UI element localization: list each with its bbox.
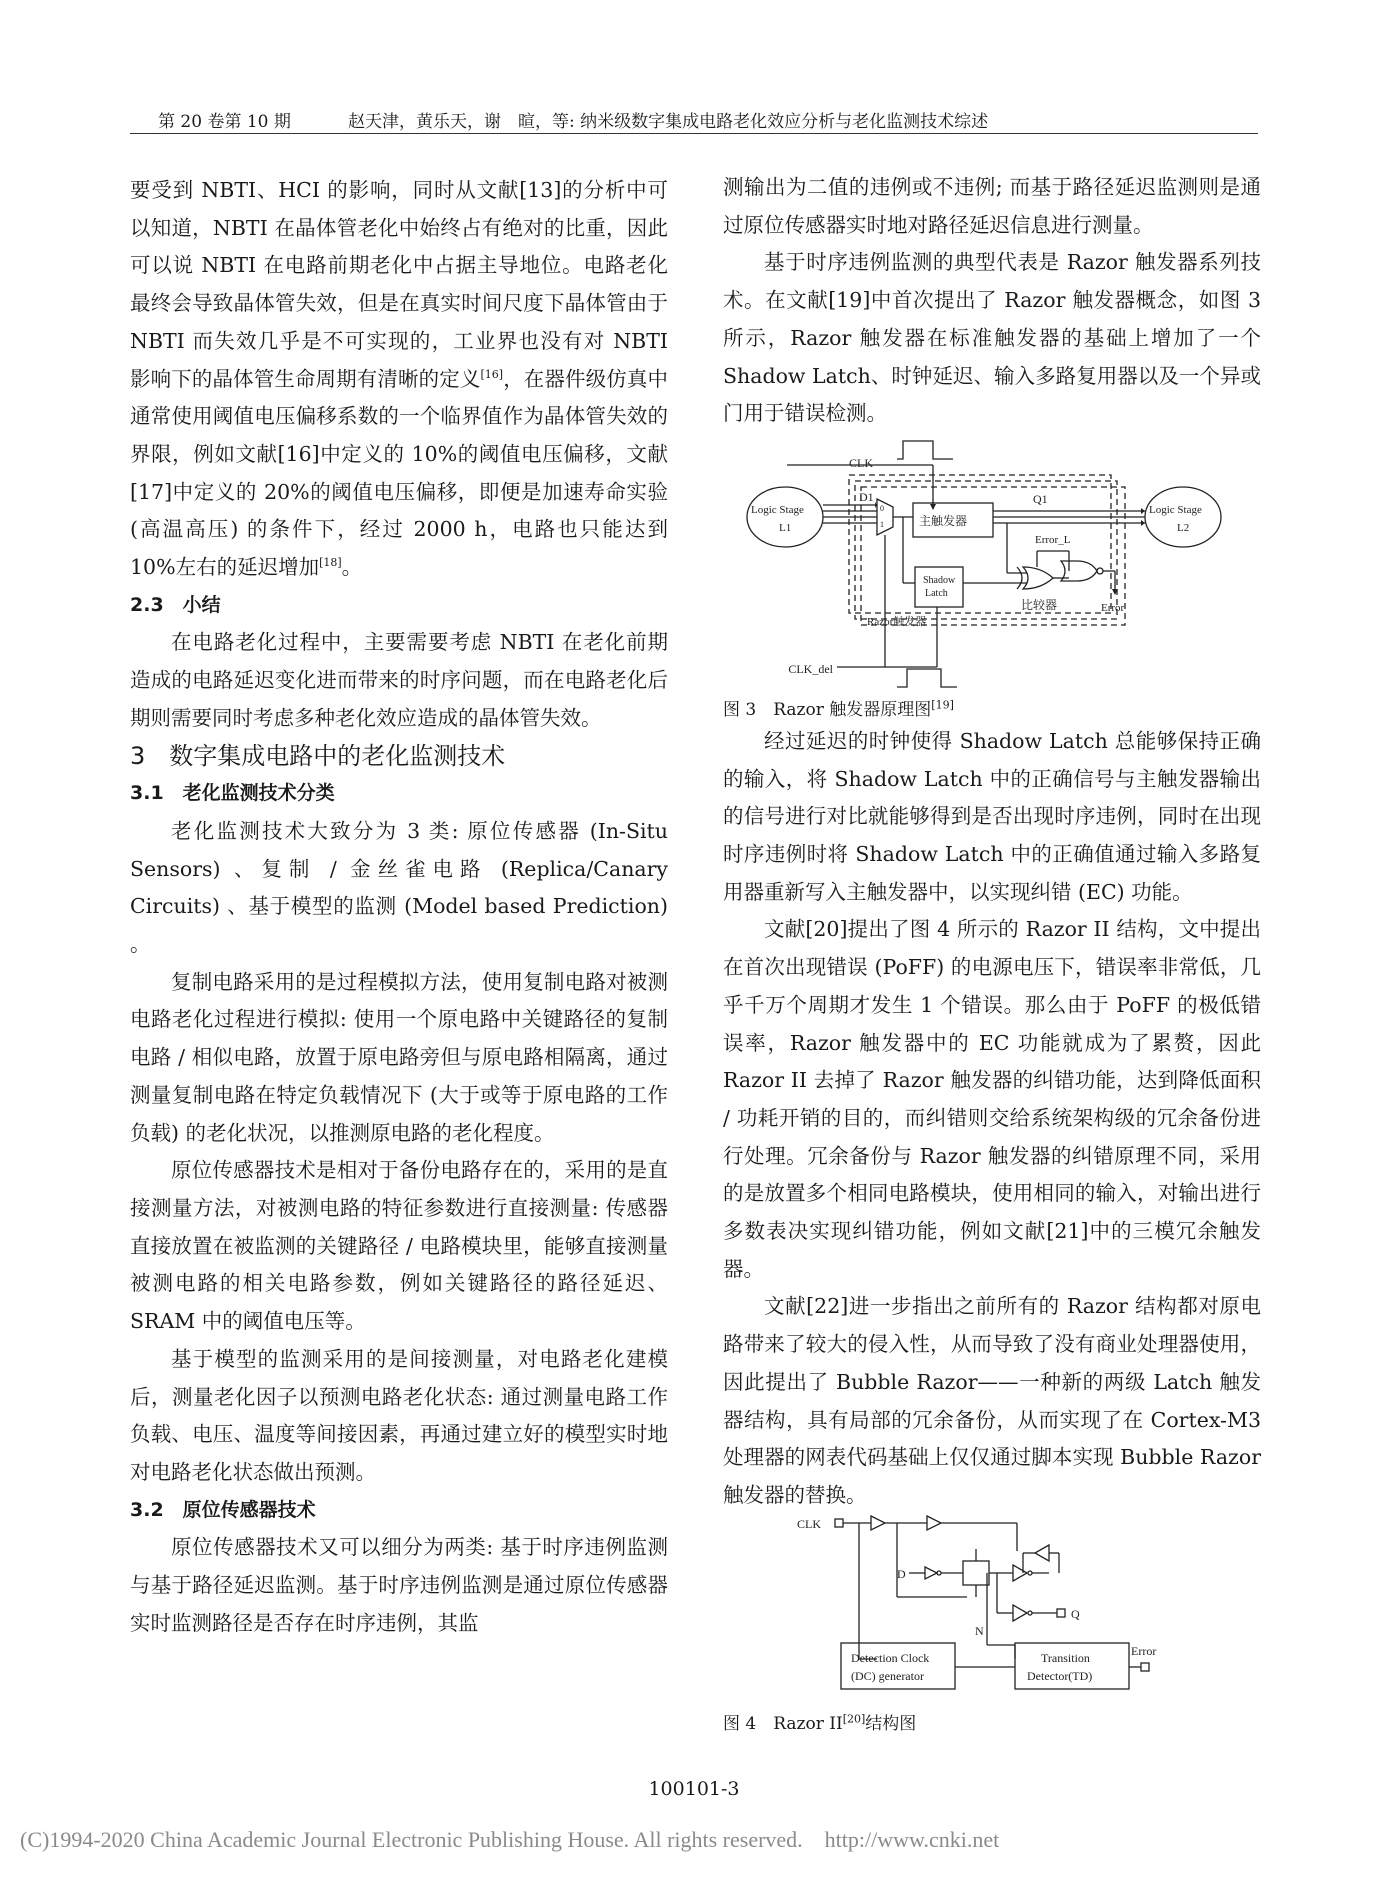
fig4-td-label-b: Detector(TD) (1027, 1668, 1093, 1683)
paragraph: 经过延迟的时钟使得 Shadow Latch 总能够保持正确的输入，将 Shadow Latch 中的正确信号与主触发器输出的信号进行对比就能够得到是否出现时序违例，同时在出现时序违例时将 Shadow Latch 中的正确值通过输入多路复用器重新写入主触发器中，以实现纠错 (EC) 功能。 (723, 728, 1261, 904)
running-header (130, 101, 1258, 134)
fig3-error-label: Error (1101, 601, 1125, 614)
fig3-error-l-label: Error_L (1035, 533, 1071, 546)
fig4-dc-label-b: (DC) generator (851, 1668, 924, 1683)
fig3-stage1-id: L1 (779, 521, 792, 534)
fig3-comparator-label: 比较器 (1021, 597, 1058, 612)
fig3-clk-label: CLK (849, 455, 873, 470)
paragraph: 原位传感器技术是相对于备份电路存在的，采用的是直接测量方法，对被测电路的特征参数进行直接测量: 传感器直接放置在被监测的关键路径 / 电路模块里，能够直接测量被测电路的相关电路参数，例如关键路径的路径延迟、SRAM 中的阈值电压等。 (130, 1158, 668, 1334)
fig3-mux1-label: 1 (880, 519, 884, 529)
fig3-stage2-label: Logic Stage (1149, 503, 1202, 516)
fig4-dc-label-a: Detection Clock (851, 1650, 930, 1665)
figure-3-razor-schematic (737, 433, 1247, 697)
fig3-q1-label: Q1 (1033, 491, 1048, 506)
subsection-heading: 3.2 原位传感器技术 (130, 1498, 316, 1521)
fig3-shadow-label: Shadow (923, 574, 956, 586)
fig4-q-label: Q (1071, 1606, 1080, 1621)
paragraph: 复制电路采用的是过程模拟方法，使用复制电路对被测电路老化过程进行模拟: 使用一个原电路中关键路径的复制电路 / 相似电路，放置于原电路旁但与原电路相隔离，通过测量复制电路在特定负载情况下 (大于或等于原电路的工作负载) 的老化状况，以推测原电路的老化程度。 (130, 969, 668, 1145)
figure-4-razor-ii-schematic (787, 1515, 1197, 1711)
fig3-stage2-id: L2 (1177, 521, 1190, 534)
paragraph: 原位传感器技术又可以细分为两类: 基于时序违例监测与基于路径延迟监测。基于时序违例监测是通过原位传感器实时监测路径是否存在时序违例，其监 (130, 1535, 668, 1635)
figure-4-caption: 图 4 Razor II[20]结构图 (723, 1712, 917, 1734)
left-column (130, 172, 668, 1642)
paragraph: 基于时序违例监测的典型代表是 Razor 触发器系列技术。在文献[19]中首次提出了 Razor 触发器概念，如图 3 所示，Razor 触发器在标准触发器的基础上增加了一个 Shadow Latch、时钟延迟、输入多路复用器以及一个异或门用于错误检测。 (723, 250, 1261, 426)
fig3-stage1-label: Logic Stage (751, 503, 804, 516)
fig3-d1-label: D1 (859, 489, 874, 504)
journal-issue: 第 20 卷第 10 期 (158, 112, 291, 132)
fig3-razor-ff-label: Razor触发器 (867, 615, 927, 628)
article-authors-title: 赵天津，黄乐天，谢 暄，等: 纳米级数字集成电路老化效应分析与老化监测技术综述 (348, 112, 989, 132)
fig3-clk-del-label: CLK_del (788, 661, 833, 676)
paragraph: 要受到 NBTI、HCI 的影响，同时从文献[13]的分析中可以知道，NBTI 在晶体管老化中始终占有绝对的比重，因此可以说 NBTI 在电路前期老化中占据主导地位。电路老化最终会导致晶体管失效，但是在真实时间尺度下晶体管由于 NBTI 而失效几乎是不可实现的，工业界也没有对 NBTI 影响下的晶体管生命周期有清晰的定义[16]，在器件级仿真中通常使用阈值电压偏移系数的一个临界值作为晶体管失效的界限，例如文献[16]中定义的 10%的阈值电压偏移，文献[17]中定义的 20%的阈值电压偏移，即便是加速寿命实验(高温高压) 的条件下，经过 2000 h，电路也只能达到 10%左右的延迟增加[18]。 (130, 178, 669, 580)
paragraph: 文献[20]提出了图 4 所示的 Razor II 结构，文中提出在首次出现错误 (PoFF) 的电源电压下，错误率非常低，几乎千万个周期才发生 1 个错误。那么由于 PoFF 的极低错误率，Razor 触发器中的 EC 功能就成为了累赘，因此 Razor II 去掉了 Razor 触发器的纠错功能，达到降低面积 / 功耗开销的目的，而纠错则交给系统架构级的冗余备份进行处理。冗余备份与 Razor 触发器的纠错原理不同，采用的是放置多个相同电路模块，使用相同的输入，对输出进行多数表决实现纠错功能，例如文献[21]中的三模冗余触发器。 (723, 917, 1261, 1281)
paragraph: 老化监测技术大致分为 3 类: 原位传感器 (In-Situ Sensors) 、复制 / 金丝雀电路 (Replica/Canary Circuits) 、基于模型的监测 (Model based Prediction) 。 (130, 818, 668, 957)
paragraph: 基于模型的监测采用的是间接测量，对电路老化建模后，测量老化因子以预测电路老化状态: 通过测量电路工作负载、电压、温度等间接因素，再通过建立好的模型实时地对电路老化状态做出预测。 (130, 1346, 668, 1484)
paragraph: 在电路老化过程中，主要需要考虑 NBTI 在老化前期造成的电路延迟变化进而带来的时序问题，而在电路老化后期则需要同时考虑多种老化效应造成的晶体管失效。 (130, 630, 668, 730)
fig4-n-label: N (975, 1623, 984, 1638)
fig4-td-label-a: Transition (1041, 1650, 1090, 1665)
right-column (723, 169, 1261, 1737)
fig3-mux0-label: 0 (880, 503, 884, 513)
subsection-heading: 3.1 老化监测技术分类 (130, 782, 335, 805)
subsection-heading: 2.3 小结 (130, 593, 221, 616)
fig3-latch-label: Latch (925, 587, 948, 599)
section-heading: 3 数字集成电路中的老化监测技术 (130, 741, 506, 770)
figure-3-caption: 图 3 Razor 触发器原理图[19] (723, 698, 954, 720)
copyright-footer: (C)1994-2020 China Academic Journal Electronic Publishing House. All rights reserved. http://www.cnki.net (20, 1827, 1000, 1852)
fig4-error-label: Error (1131, 1643, 1157, 1658)
paragraph: 测输出为二值的违例或不违例; 而基于路径延迟监测则是通过原位传感器实时地对路径延迟信息进行测量。 (723, 175, 1261, 237)
fig4-clk-label: CLK (797, 1516, 821, 1531)
fig3-main-ff-label: 主触发器 (919, 513, 968, 528)
fig4-d-label: D (897, 1566, 906, 1581)
paragraph: 文献[22]进一步指出之前所有的 Razor 结构都对原电路带来了较大的侵入性，从而导致了没有商业处理器使用，因此提出了 Bubble Razor——一种新的两级 Latch 触发器结构，具有局部的冗余备份，从而实现了在 Cortex-M3 处理器的网表代码基础上仅仅通过脚本实现 Bubble Razor 触发器的替换。 (723, 1294, 1261, 1507)
page-number: 100101-3 (648, 1778, 740, 1800)
